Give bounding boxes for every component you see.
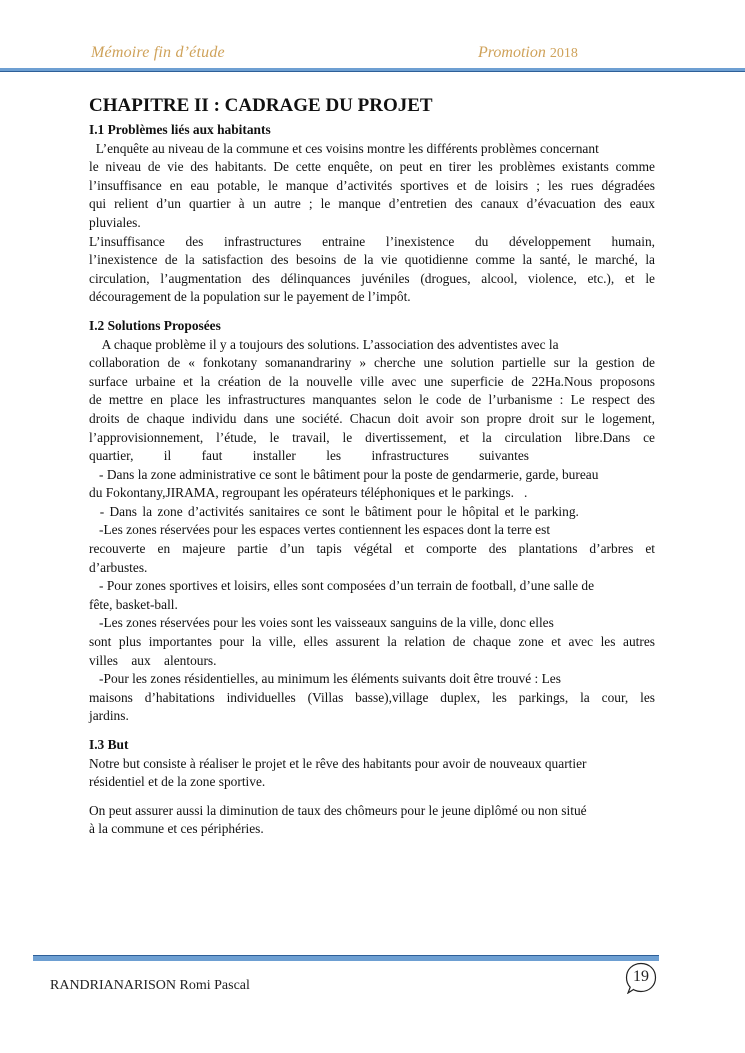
text-line: L’enquête au niveau de la commune et ces voisins montre les différents problèmes concernant xyxy=(89,140,599,156)
text-line: A chaque problème il y a toujours des solutions. L’association des adventistes avec la xyxy=(89,336,559,352)
section-title-2: I.2 Solutions Proposées xyxy=(89,317,221,333)
text-line: quartier, il faut installer les infrastructures suivantes xyxy=(89,448,529,464)
text-line: à la commune et ces périphéries. xyxy=(89,821,264,837)
section-title-1: I.1 Problèmes liés aux habitants xyxy=(89,122,271,137)
text-line: d’arbustes. xyxy=(89,559,148,575)
text-line: -Les zones réservées pour les voies sont les vaisseaux sanguins de la ville, donc elles xyxy=(89,615,554,631)
text-line: l’insuffisance en eau potable, le manque d’activités sportives et de loisirs ; les rues dégradées xyxy=(89,177,655,193)
chapter-title: CHAPITRE II : CADRAGE DU PROJET xyxy=(89,95,433,116)
text-line: jardins. xyxy=(89,708,129,724)
text-line: pluviales. xyxy=(89,214,141,230)
header-promotion-label: Promotion xyxy=(478,44,546,61)
text-line: circulation, l’augmentation des délinquances juvéniles (drogues, alcool, violence, etc.), et le xyxy=(89,270,655,286)
footer-author: RANDRIANARISON Romi Pascal xyxy=(50,978,250,993)
header-rule xyxy=(0,68,745,72)
text-line: le niveau de vie des habitants. De cette enquête, on peut en tirer les problèmes existants comme xyxy=(89,159,655,175)
text-line: maisons d’habitations individuelles (Villas basse),village duplex, les parkings, la cour, les xyxy=(89,689,655,705)
header-document-type: Mémoire fin d’étude xyxy=(91,44,225,61)
text-line: On peut assurer aussi la diminution de taux des chômeurs pour le jeune diplômé ou non situé xyxy=(89,802,587,818)
text-line: -Pour les zones résidentielles, au minimum les éléments suivants doit être trouvé : Les xyxy=(89,671,561,687)
footer-rule xyxy=(33,955,659,961)
section-title-3: I.3 But xyxy=(89,737,129,752)
text-line: du Fokontany,JIRAMA, regroupant les opérateurs téléphoniques et le parkings. . xyxy=(89,485,528,501)
text-line: -Les zones réservées pour les espaces vertes contiennent les espaces dont la terre est xyxy=(89,522,551,538)
section-body-2 xyxy=(89,336,655,726)
text-line: sont plus importantes pour la ville, elles assurent la relation de chaque zone et avec les autres xyxy=(89,634,655,650)
text-line: l’approvisionnement, l’étude, le travail, le divertissement, et la circulation libre.Dans ce xyxy=(89,429,655,445)
text-line: collaboration de « fonkotany somanandrariny » cherche une solution partielle sur la gestion de xyxy=(89,355,655,371)
text-line: découragement de la population sur le payement de l’impôt. xyxy=(89,289,411,305)
text-line: résidentiel et de la zone sportive. xyxy=(89,774,266,790)
text-line: - Dans la zone administrative ce sont le bâtiment pour la poste de gendarmerie, garde, bureau xyxy=(89,466,599,482)
header-promotion-year: 2018 xyxy=(549,46,578,61)
page-content xyxy=(89,94,655,839)
header-promotion xyxy=(478,44,578,62)
text-line: recouverte en majeure partie d’un tapis végétal et comporte des plantations d’arbres et xyxy=(89,541,655,557)
section-body-3 xyxy=(89,755,655,839)
page-number: 19 xyxy=(633,968,649,985)
text-line: Notre but consiste à réaliser le projet et le rêve des habitants pour avoir de nouveaux quartier xyxy=(89,755,587,771)
text-line: l’inexistence de la satisfaction des besoins de la vie quotidienne comme la santé, le marché, la xyxy=(89,252,655,268)
text-line: villes aux alentours. xyxy=(89,652,217,668)
text-line: surface urbaine et la création de la nouvelle ville avec une superficie de 22Ha.Nous proposons xyxy=(89,373,655,389)
text-line: - Pour zones sportives et loisirs, elles sont composées d’un terrain de football, d’une salle de xyxy=(89,578,595,594)
text-line: fête, basket-ball. xyxy=(89,596,178,612)
text-line: droits de chaque individu dans une société. Chacun doit avoir son propre droit sur le logement, xyxy=(89,410,655,426)
text-line: L’insuffisance des infrastructures entraine l’inexistence du développement humain, xyxy=(89,233,655,249)
text-line: - Dans la zone d’activités sanitaires ce sont le bâtiment pour le hôpital et le parking. xyxy=(89,503,579,519)
text-line: de mettre en place les infrastructures manquantes selon le code de l’urbanisme : Le respect des xyxy=(89,392,655,408)
section-body-1 xyxy=(89,140,655,307)
text-line: qui relient d’un quartier à un autre ; le manque d’entretien des canaux d’évacuation des eaux xyxy=(89,196,655,212)
